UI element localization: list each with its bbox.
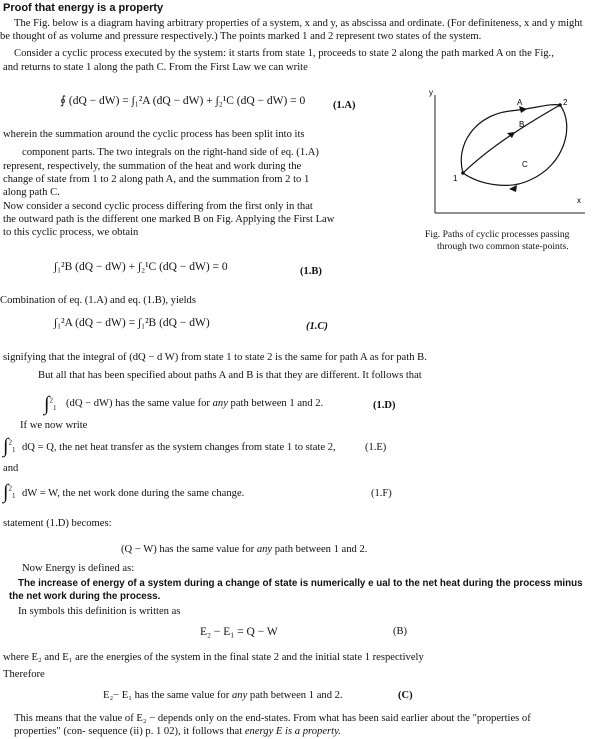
para1-line-3: represent, respectively, the summation of the heat and work during the xyxy=(3,161,302,172)
equation-1a: ∮ (dQ − dW) = ∫₁²A (dQ − dW) + ∫₂¹C (dQ − dW) = 0 xyxy=(60,95,306,107)
definition-line-1: The increase of energy of a system during a change of state is numerically e ual to the net heat during the process minus xyxy=(18,578,583,589)
where-text: where E₂ and E₁ are the energies of the system in the final state 2 and the initial state 1 respectively xyxy=(3,652,424,663)
equation-1f-text: dW = W, the net work done during the same change. xyxy=(22,488,245,499)
equation-1d-integral: ∫$^2_1$ xyxy=(44,393,57,415)
para1-line-1: wherein the summation around the cyclic process has been split into its xyxy=(3,129,305,140)
state-2-label: 2 xyxy=(563,98,568,107)
equation-1e-text: dQ = Q, the net heat transfer as the system changes from state 1 to state 2, xyxy=(22,442,336,453)
state-2-point xyxy=(558,103,562,107)
and-text: and xyxy=(3,463,19,474)
figure-caption-line-2: through two common state-points. xyxy=(437,241,569,252)
para1-line-5: along path C. xyxy=(3,187,60,198)
figure-y-axis-label: y xyxy=(429,88,433,97)
qw-line: (Q − W) has the same value for any path between 1 and 2. xyxy=(121,544,368,555)
intro-line-4: and returns to state 1 along the path C. From the First Law we can write xyxy=(3,62,308,73)
path-b-curve xyxy=(463,105,560,173)
equation-1c: ∫₁²A (dQ − dW) = ∫₁²B (dQ − dW) xyxy=(54,317,210,329)
if-we-text: If we now write xyxy=(20,420,88,431)
equation-1d-label: (1.D) xyxy=(373,400,396,411)
state-1-label: 1 xyxy=(453,174,458,183)
path-c-curve xyxy=(463,105,567,185)
path-b-label: B xyxy=(519,120,525,129)
path-c-label: C xyxy=(522,160,528,169)
equation-1f-integral: ∫$^2_1$ xyxy=(3,481,16,503)
integral-sign-icon: ∫ xyxy=(44,393,50,415)
statement-text: statement (1.D) becomes: xyxy=(3,518,112,529)
page-title: Proof that energy is a property xyxy=(3,2,164,14)
figure-x-axis-label: x xyxy=(577,196,581,205)
equation-1b: ∫₁²B (dQ − dW) + ∫₂¹C (dQ − dW) = 0 xyxy=(54,261,228,273)
path-a-arrow xyxy=(519,106,527,113)
para1-line-8: to this cyclic process, we obtain xyxy=(3,227,139,238)
equation-1e-integral: ∫$^2_1$ xyxy=(3,435,16,457)
intro-line-1: The Fig. below is a diagram having arbitrary properties of a system, x and y, as abscissa and ordinate. (For definiteness, x and y might xyxy=(14,18,583,29)
equation-c-text: E₂− E₁ has the same value for any path between 1 and 2. xyxy=(103,690,343,701)
para1-line-7: the outward path is the different one marked B on Fig. Applying the First Law xyxy=(3,214,335,225)
therefore-text: Therefore xyxy=(3,669,45,680)
equation-1f-label: (1.F) xyxy=(371,488,392,499)
in-symbols-text: In symbols this definition is written as xyxy=(18,606,181,617)
cyclic-process-figure xyxy=(415,85,595,225)
equation-1b-label: (1.B) xyxy=(300,266,322,277)
closing-line-1: This means that the value of E₂ − depends only on the end-states. From what has been said earlier about the "properties of xyxy=(14,713,531,724)
para1-line-4: change of state from 1 to 2 along path A, and the summation from 2 to 1 xyxy=(3,174,310,185)
equation-b-label: (B) xyxy=(393,626,407,637)
combination-text: Combination of eq. (1.A) and eq. (1.B), yields xyxy=(0,295,196,306)
now-energy-text: Now Energy is defined as: xyxy=(22,563,135,574)
intro-line-2: be thought of as volume and pressure respectively.) The points marked 1 and 2 represent two states of the system. xyxy=(0,31,482,42)
equation-1e-label: (1.E) xyxy=(365,442,387,453)
equation-c-label: (C) xyxy=(398,690,413,701)
path-a-label: A xyxy=(517,98,523,107)
figure-caption-line-1: Fig. Paths of cyclic processes passing xyxy=(425,229,570,240)
equation-1c-label: (1.C) xyxy=(306,321,328,332)
equation-1d-text: (dQ − dW) has the same value for any path between 1 and 2. xyxy=(66,398,324,409)
path-c-arrow xyxy=(509,185,517,192)
para1-line-2: component parts. The two integrals on the right-hand side of eq. (1.A) xyxy=(22,147,319,158)
intro-line-3: Consider a cyclic process executed by the system: it starts from state 1, proceeds to state 2 along the path marked A on the Fig., xyxy=(14,48,554,59)
para1-line-6: Now consider a second cyclic process differing from the first only in that xyxy=(3,201,313,212)
path-a-curve xyxy=(461,105,560,173)
closing-line-2: properties" (con- sequence (ii) p. 1 02), it follows that energy E is a property. xyxy=(14,726,341,737)
but-all-text: But all that has been specified about paths A and B is that they are different. It follows that xyxy=(38,370,422,381)
equation-b: E₂ − E₁ = Q − W xyxy=(200,626,278,638)
signifying-text: signifying that the integral of (dQ − d W) from state 1 to state 2 is the same for path A as for path B. xyxy=(3,352,427,363)
definition-line-2: the net work during the process. xyxy=(9,591,161,602)
state-1-point xyxy=(461,171,465,175)
equation-1a-label: (1.A) xyxy=(333,100,356,111)
